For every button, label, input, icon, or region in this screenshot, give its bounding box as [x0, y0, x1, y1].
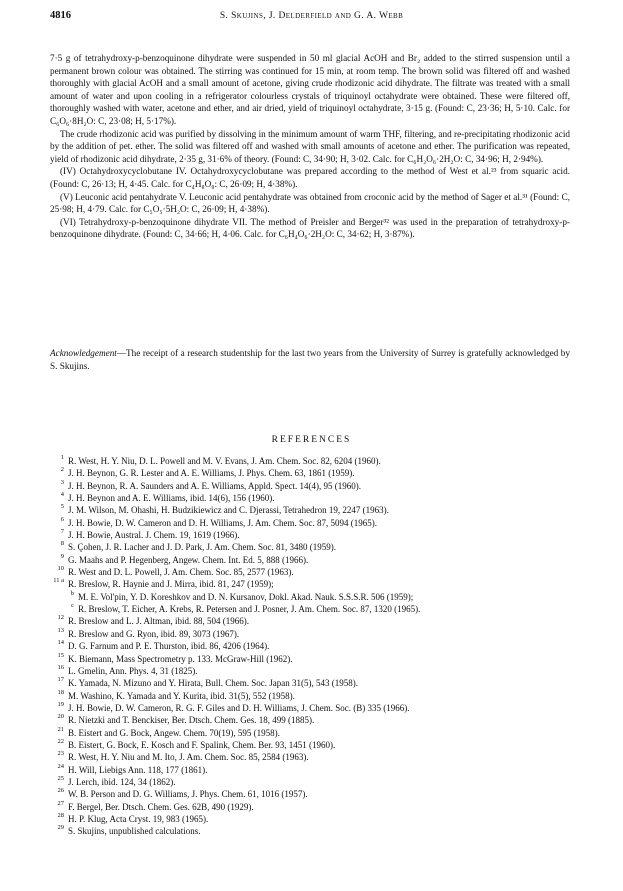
- reference-number: 10: [57, 565, 64, 573]
- reference-number: 14: [57, 639, 64, 647]
- body-paragraph: (IV) Octahydroxycyclobutane IV. Octahydroxycyclobutane was prepared according to the method of West et al.²³ from squaric acid. (Found: C, 26·13; H, 4·45. Calc. for C₄H₈O₈: C, 26·09; H, 4·38%).: [50, 166, 570, 189]
- reference-number: 24: [57, 762, 64, 770]
- reference-number: 29: [57, 824, 64, 832]
- reference-number: b: [70, 589, 74, 597]
- references-heading: REFERENCES: [271, 435, 352, 445]
- reference-number: 28: [57, 811, 64, 819]
- body-paragraph: 7·5 g of tetrahydroxy-p-benzoquinone dihydrate were suspended in 50 ml glacial AcOH and Br₂ added to the stirred suspension until a permanent brown colour was obtained. The stirring was continued for 15 min, at room temp. The brown solid was filtered off and washed thoroughly with glacial AcOH and a small amount of acetone, giving crude rhodizonic acid dihydrate. The filtrate was treated with a small amount of water and upon cooling in a refrigerator colourless crystals of triquinoyl octahydrate were obtained. These were filtered off, thoroughly washed with water, acetone and ether, and air dried, yield of triquinoyl octahydrate, 3·15 g. (Found: C, 23·36; H, 5·10. Calc. for C₆O₆·8H₂O: C, 23·08; H, 5·17%).: [50, 53, 570, 126]
- reference-item: [50, 727, 590, 739]
- reference-item: [50, 467, 590, 479]
- reference-text: H. P. Klug, Acta Cryst. 19, 983 (1965).: [68, 813, 209, 824]
- reference-text: W. B. Person and D. G. Williams, J. Phys. Chem. 61, 1016 (1957).: [68, 789, 308, 800]
- reference-item: [50, 529, 590, 541]
- reference-number: c: [71, 602, 74, 610]
- body-paragraph: (VI) Tetrahydroxy-p-benzoquinone dihydrate VII. The method of Preisler and Berger³² was used in the preparation of tetrahydroxy-p-benzoquinone dihydrate. (Found: C, 34·66; H, 4·06. Calc. for C₆H₄O₆·2H₂O: C, 34·62; H, 3·87%).: [50, 216, 570, 240]
- reference-item: [50, 541, 590, 553]
- reference-text: S. Skujins, unpublished calculations.: [68, 826, 201, 837]
- reference-text: R. Breslow, T. Eicher, A. Krebs, R. Petersen and J. Posner, J. Am. Chem. Soc. 87, 1320 (1965).: [78, 604, 421, 615]
- reference-number: 8: [60, 540, 64, 548]
- reference-item: [50, 628, 590, 640]
- reference-number: 13: [57, 626, 64, 634]
- reference-item: [50, 591, 590, 603]
- reference-item: [50, 813, 590, 825]
- reference-item: [50, 517, 590, 529]
- reference-text: R. West, H. Y. Niu, D. L. Powell and M. V. Evans, J. Am. Chem. Soc. 82, 6204 (1960).: [68, 456, 381, 466]
- reference-item: [50, 801, 590, 813]
- reference-item: [50, 504, 590, 516]
- reference-number: 9: [60, 552, 64, 560]
- reference-number: 23: [57, 750, 64, 758]
- reference-text: B. Eistert and G. Bock, Angew. Chem. 70(19), 595 (1958).: [68, 727, 280, 738]
- reference-number: 27: [57, 799, 64, 807]
- reference-number: 16: [57, 663, 64, 671]
- acknowledgement-text: —The receipt of a research studentship for the last two years from the University of Surrey is gratefully acknowledged by S. Skujins.: [50, 348, 570, 371]
- reference-item: [50, 665, 590, 677]
- body-paragraph: (V) Leuconic acid pentahydrate V. Leuconic acid pentahydrate was obtained from croconic acid by the method of Sager et al.³¹ (Found: C, 25·98; H, 4·79. Calc. for C₅O₅·5H₂O: C, 26·09; H, 4·38%).: [50, 191, 570, 215]
- reference-text: L. Gmelin, Ann. Phys. 4, 31 (1825).: [68, 665, 198, 676]
- reference-item: [50, 480, 590, 492]
- page-header: [0, 0, 623, 30]
- reference-item: [50, 554, 590, 566]
- reference-item: [50, 776, 590, 788]
- reference-number: 19: [57, 700, 64, 708]
- reference-number: 18: [57, 688, 64, 696]
- reference-item: [50, 764, 590, 776]
- reference-text: R. Breslow, R. Haynie and J. Mirra, ibid. 81, 247 (1959);: [68, 579, 274, 590]
- reference-item: [50, 690, 590, 702]
- page-number: 4816: [50, 10, 71, 21]
- reference-item: [50, 578, 590, 590]
- reference-number: 3: [60, 478, 64, 486]
- reference-text: K. Yamada, N. Mizuno and Y. Hirata, Bull. Chem. Soc. Japan 31(5), 543 (1958).: [68, 678, 358, 689]
- reference-number: 4: [60, 491, 64, 499]
- reference-text: J. H. Beynon, R. A. Saunders and A. E. Williams, Appld. Spect. 14(4), 95 (1960).: [68, 480, 361, 491]
- reference-item: [50, 702, 590, 714]
- reference-text: M. E. Vol'pin, Y. D. Koreshkov and D. N. Kursanov, Dokl. Akad. Nauk. S.S.S.R. 506 (1959);: [78, 591, 414, 602]
- reference-text: J. H. Beynon and A. E. Williams, ibid. 14(6), 156 (1960).: [68, 493, 275, 504]
- reference-item: [50, 640, 590, 652]
- reference-item: [50, 788, 590, 800]
- reference-text: R. Breslow and L. J. Altman, ibid. 88, 504 (1966).: [68, 616, 249, 627]
- acknowledgement-lead: Acknowledgement: [50, 348, 117, 358]
- reference-item: [50, 566, 590, 578]
- reference-number: 5: [60, 503, 64, 511]
- reference-text: J. Lerch, ibid. 124, 34 (1862).: [68, 776, 176, 787]
- reference-item: [50, 739, 590, 751]
- reference-text: G. Maahs and P. Hegenberg, Angew. Chem. Int. Ed. 5, 888 (1966).: [68, 554, 309, 565]
- reference-number: 7: [60, 528, 64, 536]
- reference-number: 20: [57, 713, 64, 721]
- running-head: S. Skujins, J. Delderfield and G. A. Webb: [219, 11, 404, 21]
- references-list: [50, 455, 590, 838]
- reference-number: 17: [57, 676, 64, 684]
- body-paragraph: The crude rhodizonic acid was purified by dissolving in the minimum amount of warm THF, filtering, and re-precipitating rhodizonic acid by the addition of pet. ether. The solid was filtered off and washed with small amounts of acetone and ether. The purification was repeated, yield of rhodizonic acid dihydrate, 2·35 g, 31·6% of theory. (Found: C, 34·90; H, 3·02. Calc. for C₆H₂O₆·2H₂O: C, 34·96; H, 2·94%).: [50, 128, 570, 164]
- reference-text: H. Will, Liebigs Ann. 118, 177 (1861).: [68, 764, 208, 775]
- reference-text: J. M. Wilson, M. Ohashi, H. Budzikiewicz and C. Djerassi, Tetrahedron 19, 2247 (1963).: [68, 505, 389, 516]
- reference-number: 2: [60, 466, 64, 474]
- reference-text: R. Breslow and G. Ryon, ibid. 89, 3073 (1967).: [68, 628, 240, 639]
- reference-number: 21: [57, 725, 64, 733]
- reference-text: J. H. Bowie, D. W. Cameron, R. G. F. Giles and D. H. Williams, J. Chem. Soc. (B) 335 (1966).: [68, 702, 410, 713]
- reference-item: [50, 653, 590, 665]
- reference-number: 26: [57, 787, 64, 795]
- reference-number: 25: [57, 774, 64, 782]
- reference-number: 22: [57, 737, 64, 745]
- reference-item: [50, 714, 590, 726]
- reference-item: [50, 825, 590, 837]
- reference-text: M. Washino, K. Yamada and Y. Kurita, ibid. 31(5), 552 (1958).: [68, 690, 295, 701]
- reference-number: 1: [60, 454, 64, 461]
- reference-item: [50, 455, 590, 467]
- reference-item: [50, 615, 590, 627]
- reference-item: [50, 603, 590, 615]
- reference-text: J. H. Bowie, D. W. Cameron and D. H. Williams, J. Am. Chem. Soc. 87, 5094 (1965).: [68, 517, 377, 528]
- reference-text: D. G. Farnum and P. E. Thurston, ibid. 86, 4206 (1964).: [68, 641, 270, 652]
- experimental-text: [50, 52, 570, 241]
- reference-text: R. Nietzki and T. Benckiser, Ber. Dtsch. Chem. Ges. 18, 499 (1885).: [68, 715, 315, 726]
- acknowledgement: [50, 347, 570, 372]
- reference-text: B. Eistert, G. Bock, E. Kosch and F. Spalink, Chem. Ber. 93, 1451 (1960).: [68, 739, 336, 750]
- reference-text: F. Bergel, Ber. Dtsch. Chem. Ges. 62B, 490 (1929).: [68, 801, 254, 812]
- reference-text: S. Çohen, J. R. Lacher and J. D. Park, J. Am. Chem. Soc. 81, 3480 (1959).: [68, 542, 336, 553]
- reference-text: R. West and D. L. Powell, J. Am. Chem. Soc. 85, 2577 (1963).: [68, 567, 294, 578]
- reference-item: [50, 492, 590, 504]
- reference-number: 6: [60, 515, 64, 523]
- reference-text: J. H. Bowie, Austral. J. Chem. 19, 1619 (1966).: [68, 530, 240, 541]
- reference-number: 11 a: [53, 577, 64, 585]
- reference-number: 15: [57, 651, 64, 659]
- reference-text: R. West, H. Y. Niu and M. Ito, J. Am. Chem. Soc. 85, 2584 (1963).: [68, 752, 309, 763]
- reference-item: [50, 677, 590, 689]
- reference-item: [50, 751, 590, 763]
- reference-text: K. Biemann, Mass Spectrometry p. 133. McGraw-Hill (1962).: [68, 653, 293, 664]
- reference-text: J. H. Beynon, G. R. Lester and A. E. Williams, J. Phys. Chem. 63, 1861 (1959).: [68, 468, 355, 479]
- reference-number: 12: [57, 614, 64, 622]
